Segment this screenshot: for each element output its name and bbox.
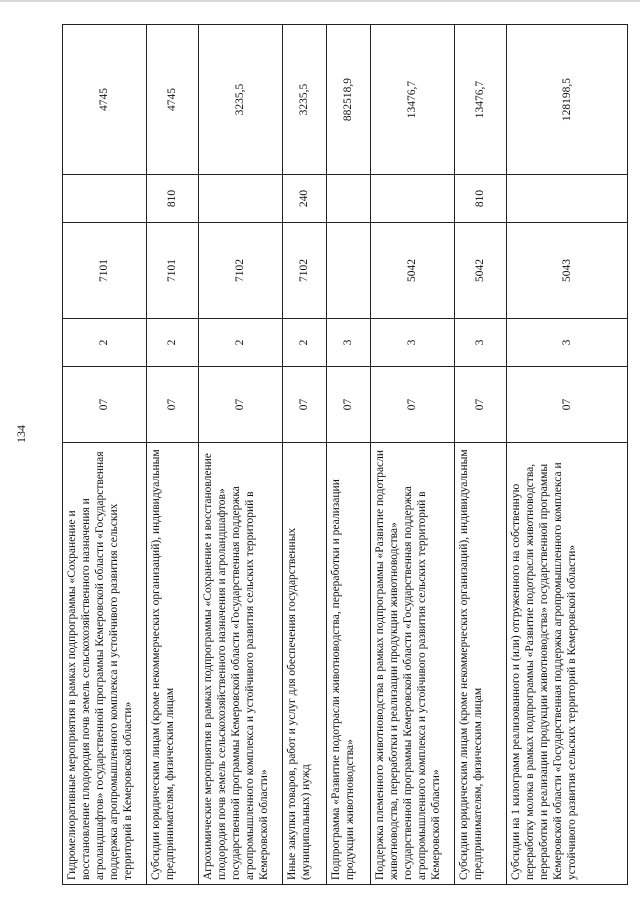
row-name-cell: Субсидии юридическим лицам (кроме некоммерческих организаций), индивидуальным предпринимателям, физическим лицам [147, 443, 199, 885]
razdel-cell: 07 [199, 367, 283, 443]
row-name-cell: Иные закупки товаров, работ и услуг для обеспечения государственных (муниципальных) нужд [283, 443, 327, 885]
razdel-cell: 07 [283, 367, 327, 443]
razdel-cell: 07 [507, 367, 628, 443]
expense-type-cell [507, 175, 628, 223]
budget-table [62, 24, 628, 885]
podrazdel-cell: 2 [63, 319, 147, 367]
target-article-cell: 5043 [507, 223, 628, 319]
sum-cell: 3235,5 [199, 25, 283, 175]
page-number: 134 [14, 425, 28, 443]
row-name-cell: Агрохимические мероприятия в рамках подпрограммы «Сохранение и восстановление плодородия почв земель сельскохозяйственного назначения и агроландшафтов» государственной программы Кемеровской области «Государственная поддержка агропромышленного комплекса и устойчивого развития сельских территорий в Кемеровской области» [199, 443, 283, 885]
expense-type-cell [327, 175, 371, 223]
row-name-cell: Гидромелиоративные мероприятия в рамках подпрограммы «Сохранение и восстановление плодородия почв земель сельскохозяйственного назначения и агроландшафтов» государственной программы Кемеровской области «Государственная поддержка агропромышленного комплекса и устойчивого развития сельских территорий в Кемеровской области» [63, 443, 147, 885]
podrazdel-cell: 3 [455, 319, 507, 367]
razdel-cell: 07 [371, 367, 455, 443]
sum-cell: 128198,5 [507, 25, 628, 175]
target-article-cell: 7102 [199, 223, 283, 319]
row-name-cell: Подпрограмма «Развитие подотрасли животноводства, переработки и реализации продукции животноводства» [327, 443, 371, 885]
table-row [371, 25, 455, 885]
expense-type-cell [199, 175, 283, 223]
table-row [199, 25, 283, 885]
podrazdel-cell: 3 [507, 319, 628, 367]
target-article-cell [327, 223, 371, 319]
table-row [507, 25, 628, 885]
podrazdel-cell: 2 [147, 319, 199, 367]
table-row [63, 25, 147, 885]
podrazdel-cell: 2 [199, 319, 283, 367]
row-name-cell: Поддержка племенного животноводства в рамках подпрограммы «Развитие подотрасли животноводства, переработки и реализации продукции животноводства» государственной программы Кемеровской области «Государственная поддержка агропромышленного комплекса и устойчивого развития сельских территорий в Кемеровской области» [371, 443, 455, 885]
expense-type-cell: 240 [283, 175, 327, 223]
razdel-cell: 07 [147, 367, 199, 443]
razdel-cell: 07 [327, 367, 371, 443]
table-row [455, 25, 507, 885]
target-article-cell: 7102 [283, 223, 327, 319]
table-row [147, 25, 199, 885]
sum-cell: 3235,5 [283, 25, 327, 175]
sum-cell: 13476,7 [455, 25, 507, 175]
row-name-cell: Субсидии юридическим лицам (кроме некоммерческих организаций), индивидуальным предпринимателям, физическим лицам [455, 443, 507, 885]
podrazdel-cell: 3 [371, 319, 455, 367]
row-name-cell: Субсидии на 1 килограмм реализованного и (или) отгруженного на собственную переработку молока в рамках подпрограммы «Развитие подотрасли животноводства, переработки и реализации продукции животноводства» государственной программы Кемеровской области «Государственная поддержка агропромышленного комплекса и устойчивого развития сельских территорий в Кемеровской области» [507, 443, 628, 885]
target-article-cell: 7101 [147, 223, 199, 319]
sum-cell: 882518,9 [327, 25, 371, 175]
podrazdel-cell: 2 [283, 319, 327, 367]
target-article-cell: 5042 [371, 223, 455, 319]
target-article-cell: 5042 [455, 223, 507, 319]
budget-table-rotated [62, 25, 627, 885]
sum-cell: 13476,7 [371, 25, 455, 175]
razdel-cell: 07 [63, 367, 147, 443]
razdel-cell: 07 [455, 367, 507, 443]
expense-type-cell [63, 175, 147, 223]
sum-cell: 4745 [147, 25, 199, 175]
table-body [63, 25, 628, 885]
expense-type-cell: 810 [147, 175, 199, 223]
table-row [283, 25, 327, 885]
sum-cell: 4745 [63, 25, 147, 175]
table-row [327, 25, 371, 885]
target-article-cell: 7101 [63, 223, 147, 319]
podrazdel-cell: 3 [327, 319, 371, 367]
expense-type-cell [371, 175, 455, 223]
expense-type-cell: 810 [455, 175, 507, 223]
scan-edge [0, 0, 640, 2]
